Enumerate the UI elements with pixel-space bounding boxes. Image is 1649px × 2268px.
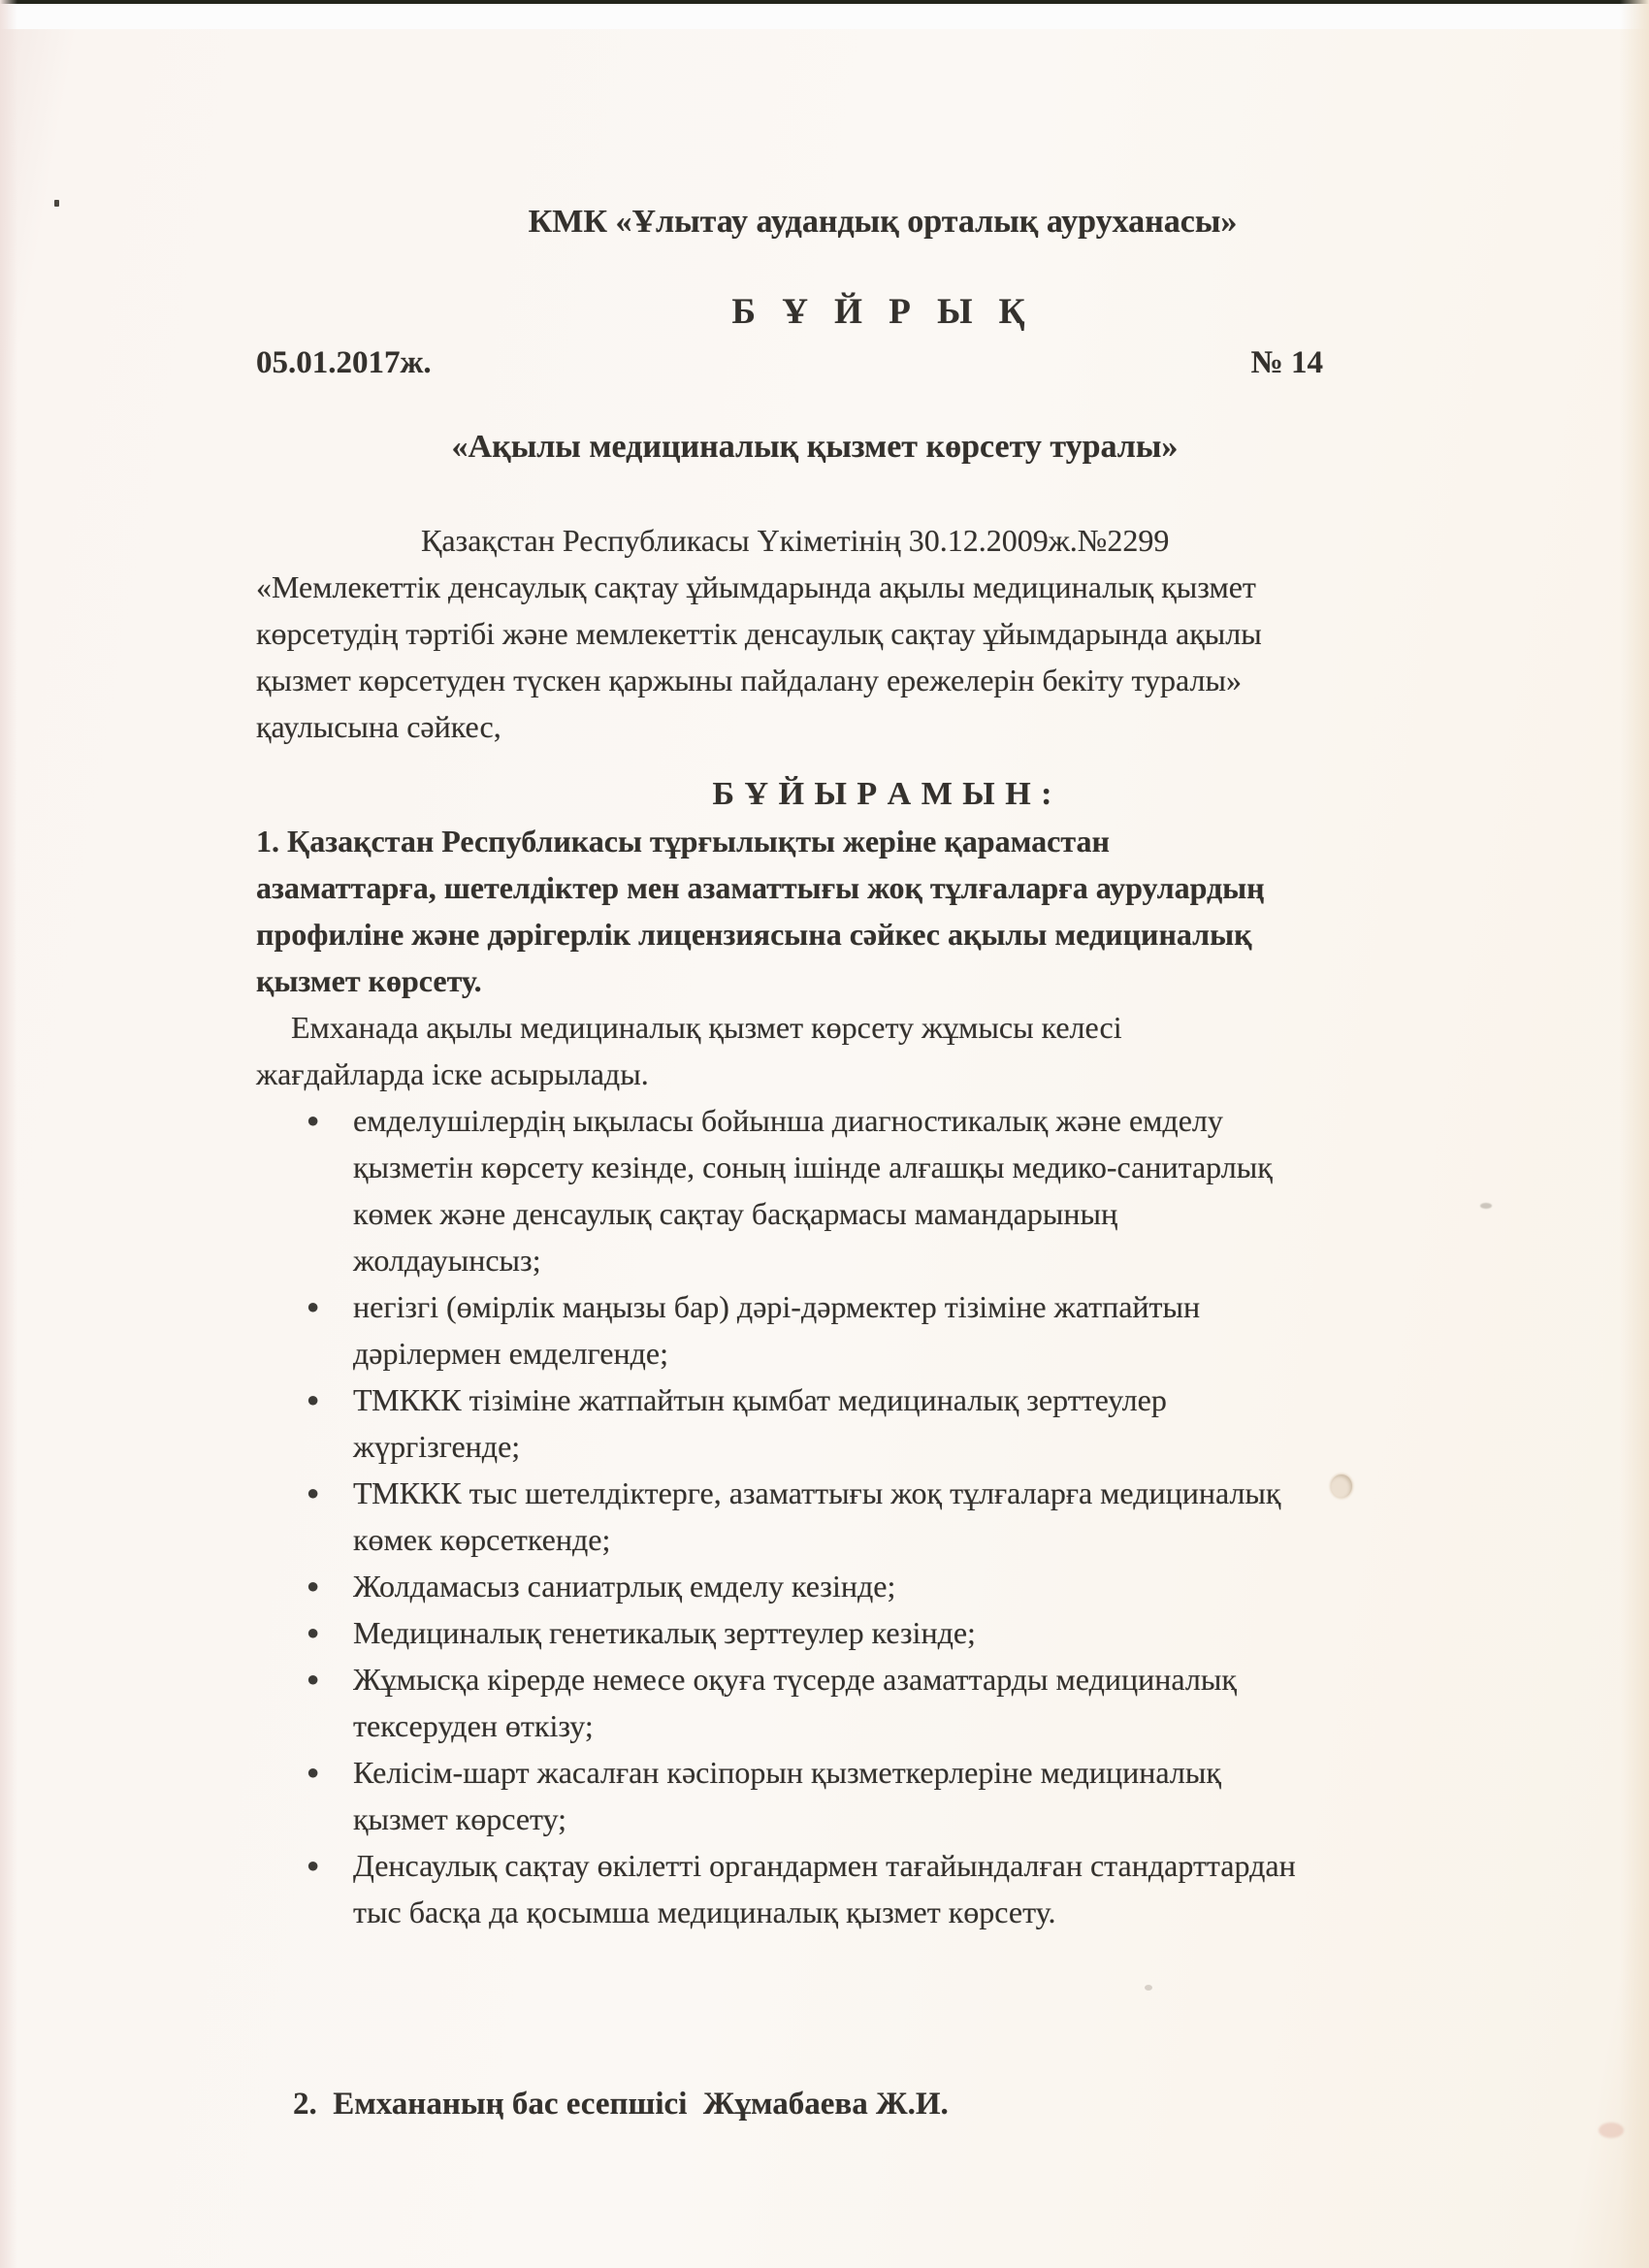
bullet-icon: ● (307, 1387, 320, 1411)
date-number-row (256, 340, 1509, 386)
preamble-paragraph: Қазақстан Республикасы Үкіметінің 30.12.2009ж.№2299 «Мемлекеттік денсаулық сақтау ұйымдарында ақылы медициналық қызмет көрсетудің тәртібі және мемлекеттік денсаулық сақтау ұйымдарында ақылы қызмет көрсетуден түскен қаржыны пайдалану ережелерін бекіту туралы» қаулысына сәйкес, (256, 523, 1262, 744)
condition-text: ТМККК тыс шетелдіктерге, азаматтығы жоқ тұлғаларға медициналық көмек көрсеткенде; (353, 1475, 1281, 1557)
condition-text: емделушілердің ықыласы бойынша диагностикалық және емделу қызметін көрсету кезінде, соның ішінде алғашқы медико-санитарлық көмек және денсаулық сақтау басқармасы мамандарының жолдауынсыз; (353, 1103, 1273, 1278)
document-subject: «Ақылы медициналық қызмет көрсету туралы» (451, 429, 1179, 465)
scanner-top-edge (0, 0, 1649, 4)
condition-item (256, 1749, 1509, 1842)
bullet-icon: ● (307, 1620, 320, 1644)
condition-item (256, 1097, 1509, 1283)
condition-item (256, 1842, 1509, 1935)
organization-title: КМК «Ұлытау аудандық орталық ауруханасы» (528, 204, 1238, 240)
document-number: № 14 (1250, 345, 1323, 380)
condition-item (256, 1563, 1509, 1609)
document-date: 05.01.2017ж. (256, 345, 432, 380)
condition-text: Денсаулық сақтау өкілетті органдармен тағайындалған стандарттардан тыс басқа да қосымша медициналық қызмет көрсету. (353, 1848, 1296, 1929)
scan-artifact-speck (54, 200, 59, 207)
condition-item (256, 1377, 1509, 1470)
condition-item (256, 1656, 1509, 1749)
scanner-top-margin (0, 4, 1649, 29)
scanner-right-edge (1620, 0, 1649, 2268)
bullet-icon: ● (307, 1480, 320, 1505)
scan-artifact-smudge (1599, 2122, 1624, 2138)
conditions-list (256, 1097, 1509, 1935)
scanner-left-edge (0, 0, 17, 2268)
bullet-icon: ● (307, 1573, 320, 1598)
bullet-icon: ● (307, 1294, 320, 1318)
order-item-2: 2. Емхананың бас есепшісі Жұмабаева Ж.И. (293, 2087, 949, 2122)
bullet-icon: ● (307, 1667, 320, 1691)
condition-item (256, 1609, 1509, 1656)
condition-text: Жұмысқа кірерде немесе оқуға түсерде азаматтарды медициналық тексеруден өткізу; (353, 1662, 1237, 1743)
condition-text: негізгі (өмірлік маңызы бар) дәрі-дәрмектер тізіміне жатпайтын дәрілермен емделгенде; (353, 1289, 1201, 1371)
document-body (256, 199, 1509, 2127)
condition-item (256, 1283, 1509, 1377)
condition-item (256, 1470, 1509, 1563)
condition-text: Жолдамасыз саниатрлық емделу кезінде; (353, 1569, 896, 1604)
document-type-heading: Б Ұ Й Р Ы Қ (731, 292, 1034, 332)
condition-text: ТМККК тізіміне жатпайтын қымбат медициналық зерттеулер жүргізгенде; (353, 1382, 1167, 1464)
order-heading: Б Ұ Й Ы Р А М Ы Н : (712, 776, 1053, 812)
order-item-1: 1. Қазақстан Республикасы тұрғылықты жеріне қарамастан азаматтарға, шетелдіктер мен азаматтығы жоқ тұлғаларға аурулардың профиліне және дәрігерлік лицензиясына сәйкес ақылы медициналық қызмет көрсету. (256, 824, 1265, 998)
bullet-icon: ● (307, 1853, 320, 1877)
condition-text: Келісім-шарт жасалған кәсіпорын қызметкерлеріне медициналық қызмет көрсету; (353, 1755, 1221, 1836)
bullet-icon: ● (307, 1760, 320, 1784)
conditions-intro-paragraph: Емханада ақылы медициналық қызмет көрсету жұмысы келесі жағдайларда іске асырылады. (256, 1010, 1122, 1091)
bullet-icon: ● (307, 1108, 320, 1132)
condition-text: Медициналық генетикалық зерттеулер кезінде; (353, 1615, 976, 1650)
